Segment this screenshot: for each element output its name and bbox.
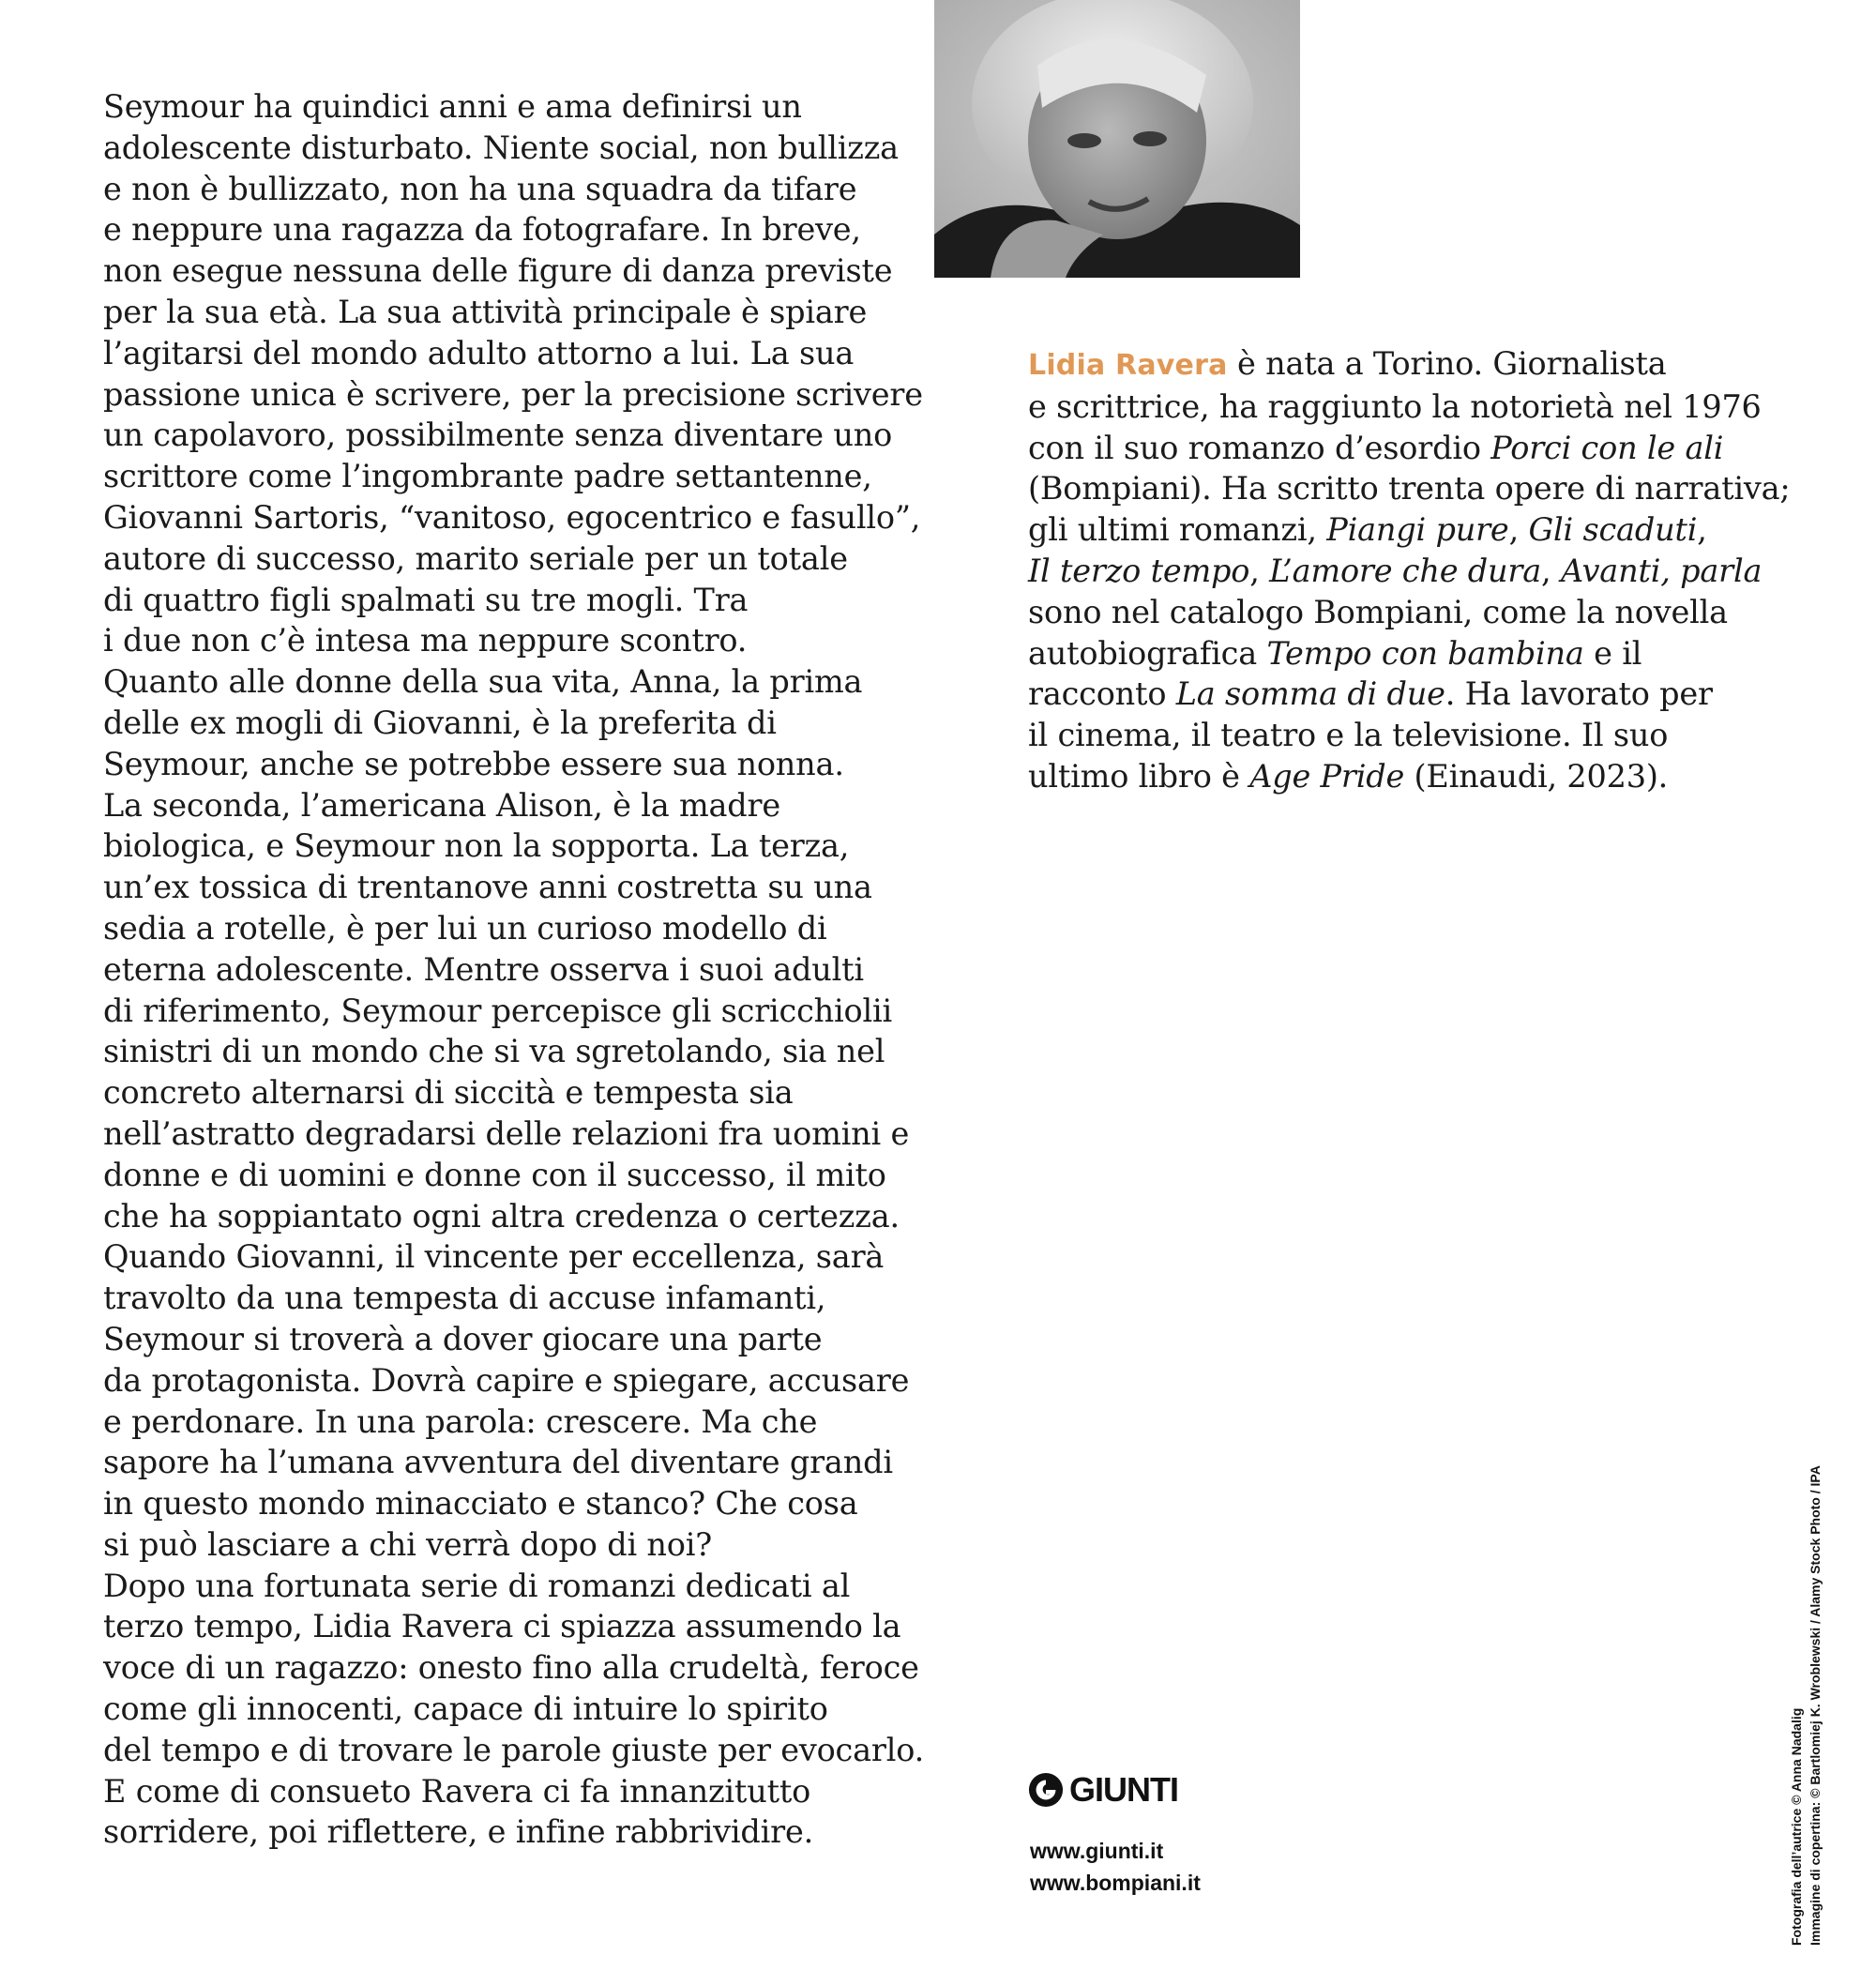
publisher-urls: [1030, 1835, 1201, 1899]
synopsis-line: i due non c’è intesa ma neppure scontro.: [103, 622, 748, 659]
author-portrait-image: [934, 0, 1300, 278]
synopsis-line: come gli innocenti, capace di intuire lo spirito: [103, 1690, 828, 1728]
synopsis-line: del tempo e di trovare le parole giuste per evocarlo.: [103, 1731, 925, 1768]
synopsis-line: in questo mondo minacciato e stanco? Che cosa: [103, 1485, 858, 1523]
synopsis-line: Quando Giovanni, il vincente per eccellenza, sarà: [103, 1238, 885, 1276]
synopsis-line: un capolavoro, possibilmente senza diventare uno: [103, 417, 893, 454]
synopsis-line: adolescente disturbato. Niente social, non bullizza: [103, 129, 899, 166]
synopsis-line: sorridere, poi riflettere, e infine rabbrividire.: [103, 1813, 814, 1851]
book-title: La somma di due: [1175, 675, 1445, 713]
synopsis-line: voce di un ragazzo: onesto fino alla crudeltà, feroce: [103, 1649, 919, 1687]
synopsis-line: Seymour ha quindici anni e ama definirsi un: [103, 88, 802, 125]
author-photo: [934, 0, 1300, 278]
bio-line: Il terzo tempo, L’amore che dura, Avanti, parla: [1028, 552, 1763, 589]
synopsis-line: un’ex tossica di trentanove anni costretta su una: [103, 869, 872, 906]
synopsis-line: sinistri di un mondo che si va sgretolando, sia nel: [103, 1033, 885, 1070]
book-title: Porci con le ali: [1490, 429, 1724, 466]
synopsis-line: da protagonista. Dovrà capire e spiegare, accusare: [103, 1361, 910, 1399]
synopsis-line: scrittore come l’ingombrante padre settantenne,: [103, 458, 872, 495]
book-title: Il terzo tempo: [1028, 552, 1250, 589]
synopsis-line: La seconda, l’americana Alison, è la madre: [103, 786, 780, 824]
book-title: Tempo con bambina: [1266, 634, 1584, 672]
synopsis-line: E come di consueto Ravera ci fa innanzitutto: [103, 1772, 811, 1810]
book-title: Age Pride: [1249, 757, 1405, 795]
bio-line: gli ultimi romanzi, Piangi pure, Gli scaduti,: [1028, 511, 1707, 549]
credit-author-photo: Fotografia dell’autrice © Anna Nadalig: [1789, 1707, 1804, 1946]
synopsis-line: passione unica è scrivere, per la precisione scrivere: [103, 375, 923, 413]
author-bio: [1028, 343, 1797, 797]
bio-line: ultimo libro è Age Pride (Einaudi, 2023).: [1028, 757, 1669, 795]
synopsis-line: nell’astratto degradarsi delle relazioni fra uomini e: [103, 1114, 910, 1152]
bio-line: il cinema, il teatro e la televisione. Il suo: [1028, 717, 1669, 754]
bio-line: con il suo romanzo d’esordio Porci con le ali: [1028, 429, 1724, 466]
synopsis-line: biologica, e Seymour non la sopporta. La terza,: [103, 827, 850, 865]
synopsis-line: e perdonare. In una parola: crescere. Ma che: [103, 1402, 818, 1440]
synopsis-line: eterna adolescente. Mentre osserva i suoi adulti: [103, 950, 864, 988]
synopsis-line: l’agitarsi del mondo adulto attorno a lui. La sua: [103, 334, 855, 371]
credit-cover-image: Immagine di copertina: © Bartlomiej K. Wroblewski / Alamy Stock Photo / IPA: [1808, 1465, 1823, 1946]
publisher-logo-text: GIUNTI: [1069, 1770, 1178, 1809]
synopsis-line: di quattro figli spalmati su tre mogli. Tra: [103, 581, 749, 618]
synopsis-line: travolto da una tempesta di accuse infamanti,: [103, 1280, 826, 1317]
publisher-logo: [1028, 1769, 1178, 1811]
bio-line: (Bompiani). Ha scritto trenta opere di narrativa;: [1028, 470, 1791, 508]
synopsis-line: autore di successo, marito seriale per un totale: [103, 539, 848, 577]
synopsis-line: sapore ha l’umana avventura del diventare grandi: [103, 1444, 893, 1481]
synopsis-line: sedia a rotelle, è per lui un curioso modello di: [103, 909, 827, 947]
synopsis-line: che ha soppiantato ogni altra credenza o certezza.: [103, 1197, 900, 1235]
photo-credits: [1787, 1420, 1824, 1946]
giunti-logo-icon: [1028, 1772, 1064, 1808]
synopsis-line: Seymour si troverà a dover giocare una parte: [103, 1320, 823, 1357]
bio-line: racconto La somma di due. Ha lavorato per: [1028, 675, 1713, 713]
synopsis-line: e neppure una ragazza da fotografare. In breve,: [103, 211, 861, 249]
book-title: Piangi pure: [1326, 511, 1509, 549]
url-giunti: www.giunti.it: [1030, 1839, 1164, 1863]
synopsis-line: concreto alternarsi di siccità e tempesta sia: [103, 1074, 794, 1112]
synopsis-line: terzo tempo, Lidia Ravera ci spiazza assumendo la: [103, 1608, 901, 1645]
synopsis-line: si può lasciare a chi verrà dopo di noi?: [103, 1525, 713, 1563]
synopsis-line: di riferimento, Seymour percepisce gli scricchiolii: [103, 992, 893, 1029]
bio-line: autobiografica Tempo con bambina e il: [1028, 634, 1642, 672]
book-title: L’amore che dura: [1269, 552, 1542, 589]
url-bompiani: www.bompiani.it: [1030, 1871, 1201, 1895]
author-name: Lidia Ravera: [1028, 349, 1228, 382]
bio-line: e scrittrice, ha raggiunto la notorietà nel 1976: [1028, 387, 1762, 425]
synopsis-line: Quanto alle donne della sua vita, Anna, la prima: [103, 663, 863, 701]
synopsis-line: donne e di uomini e donne con il successo, il mito: [103, 1156, 886, 1193]
synopsis-line: delle ex mogli di Giovanni, è la preferita di: [103, 704, 777, 741]
book-title: Avanti, parla: [1560, 552, 1763, 589]
synopsis-line: per la sua età. La sua attività principale è spiare: [103, 293, 868, 330]
synopsis-line: Seymour, anche se potrebbe essere sua nonna.: [103, 745, 844, 782]
bio-line: Lidia Ravera è nata a Torino. Giornalista: [1028, 345, 1667, 382]
synopsis-line: Giovanni Sartoris, “vanitoso, egocentrico e fasullo”,: [103, 498, 921, 536]
synopsis-line: e non è bullizzato, non ha una squadra da tifare: [103, 170, 857, 207]
synopsis-line: Dopo una fortunata serie di romanzi dedicati al: [103, 1567, 851, 1604]
bio-line: sono nel catalogo Bompiani, come la novella: [1028, 593, 1728, 630]
book-title: Gli scaduti: [1528, 511, 1698, 549]
synopsis-line: non esegue nessuna delle figure di danza previste: [103, 252, 893, 290]
synopsis-text: [103, 86, 925, 1853]
